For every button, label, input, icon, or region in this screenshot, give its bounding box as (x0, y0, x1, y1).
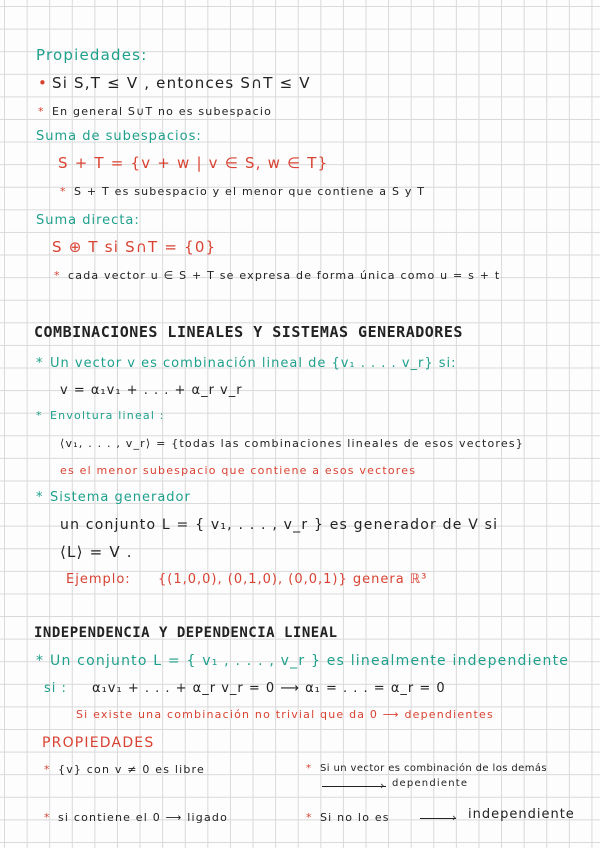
sistema-generador-equation: ⟨L⟩ = V . (60, 543, 133, 561)
property-combination (306, 764, 547, 774)
property-singleton (44, 764, 205, 775)
arrow-line (322, 786, 386, 787)
property-intersection (38, 76, 311, 91)
independence-definition (36, 654, 569, 668)
arrow-head-icon: › (380, 779, 386, 792)
example-label: Ejemplo: (66, 572, 131, 587)
property-not-dependent-text: Si no lo es (320, 811, 390, 824)
property-combination-text: Si un vector es combinación de los demás (320, 763, 548, 774)
linear-combination (36, 357, 457, 370)
bullet-star-icon: * (306, 811, 313, 824)
direct-sum-definition: S ⊕ T si S∩T = {0} (52, 238, 217, 256)
bullet-star-icon: * (306, 763, 312, 774)
sum-definition: S + T = {v + w | v ∈ S, w ∈ T} (58, 154, 329, 172)
heading-independencia: INDEPENDENCIA Y DEPENDENCIA LINEAL (34, 625, 338, 641)
property-not-dependent (306, 812, 390, 823)
property-union-text: En general S∪T no es subespacio (52, 105, 273, 118)
property-zero (44, 812, 228, 823)
nontrivial-note: Si existe una combinación no trivial que da 0 ⟶ dependientes (76, 708, 494, 721)
linear-combination-text: Un vector v es combinación lineal de {v₁ . . . . v_r} si: (50, 356, 457, 371)
property-union (38, 106, 272, 117)
properties-title: PROPIEDADES (42, 735, 155, 751)
bullet-dot-icon: • (38, 74, 49, 92)
independence-definition-text: Un conjunto L = { v₁ , . . . , v_r } es linealmente independiente (50, 653, 570, 669)
envoltura-note: es el menor subespacio que contiene a esos vectores (60, 464, 417, 477)
sum-note (60, 186, 425, 197)
sum-title: Suma de subespacios: (36, 129, 202, 144)
bullet-star-icon: * (44, 811, 51, 824)
property-singleton-text: {v} con v ≠ 0 es libre (58, 763, 206, 776)
sistema-generador-definition: un conjunto L = { v₁, . . . , v_r } es generador de V si (60, 517, 499, 533)
arrow-head-icon: › (452, 811, 458, 824)
independence-si: si : (44, 681, 67, 696)
section-title-propiedades: Propiedades: (36, 46, 148, 64)
bullet-star-icon: * (36, 356, 44, 371)
linear-combination-equation: v = α₁v₁ + . . . + α_r v_r (60, 383, 243, 398)
direct-sum-note (54, 270, 500, 281)
bullet-star-icon: * (44, 763, 51, 776)
property-combination-result: dependiente (392, 778, 469, 789)
sistema-generador-title-text: Sistema generador (50, 490, 191, 505)
sistema-generador-title (36, 491, 191, 504)
property-zero-text: si contiene el 0 ⟶ ligado (58, 811, 229, 824)
direct-sum-title: Suma directa: (36, 213, 140, 228)
bullet-star-icon: * (36, 409, 43, 422)
direct-sum-note-text: cada vector u ∈ S + T se expresa de forma única como u = s + t (68, 269, 501, 282)
arrow-line (420, 818, 456, 819)
bullet-star-icon: * (36, 653, 45, 669)
property-not-dependent-result: independiente (468, 807, 575, 822)
envoltura-definition: ⟨v₁, . . . , v_r⟩ = {todas las combinaciones lineales de esos vectores} (60, 437, 524, 450)
example-value: {(1,0,0), (0,1,0), (0,0,1)} genera ℝ³ (158, 572, 428, 587)
property-intersection-text: Si S,T ≤ V , entonces S∩T ≤ V (52, 74, 311, 92)
envoltura-title-text: Envoltura lineal : (50, 409, 165, 422)
bullet-star-icon: * (36, 490, 44, 505)
heading-combinaciones: COMBINACIONES LINEALES Y SISTEMAS GENERADORES (34, 323, 463, 341)
bullet-star-icon: * (60, 185, 67, 198)
sum-note-text: S + T es subespacio y el menor que contiene a S y T (74, 185, 426, 198)
independence-equation: α₁v₁ + . . . + α_r v_r = 0 ⟶ α₁ = . . . = α_r = 0 (92, 681, 446, 696)
bullet-star-icon: * (38, 105, 45, 118)
bullet-star-icon: * (54, 269, 61, 282)
envoltura-title (36, 410, 165, 421)
